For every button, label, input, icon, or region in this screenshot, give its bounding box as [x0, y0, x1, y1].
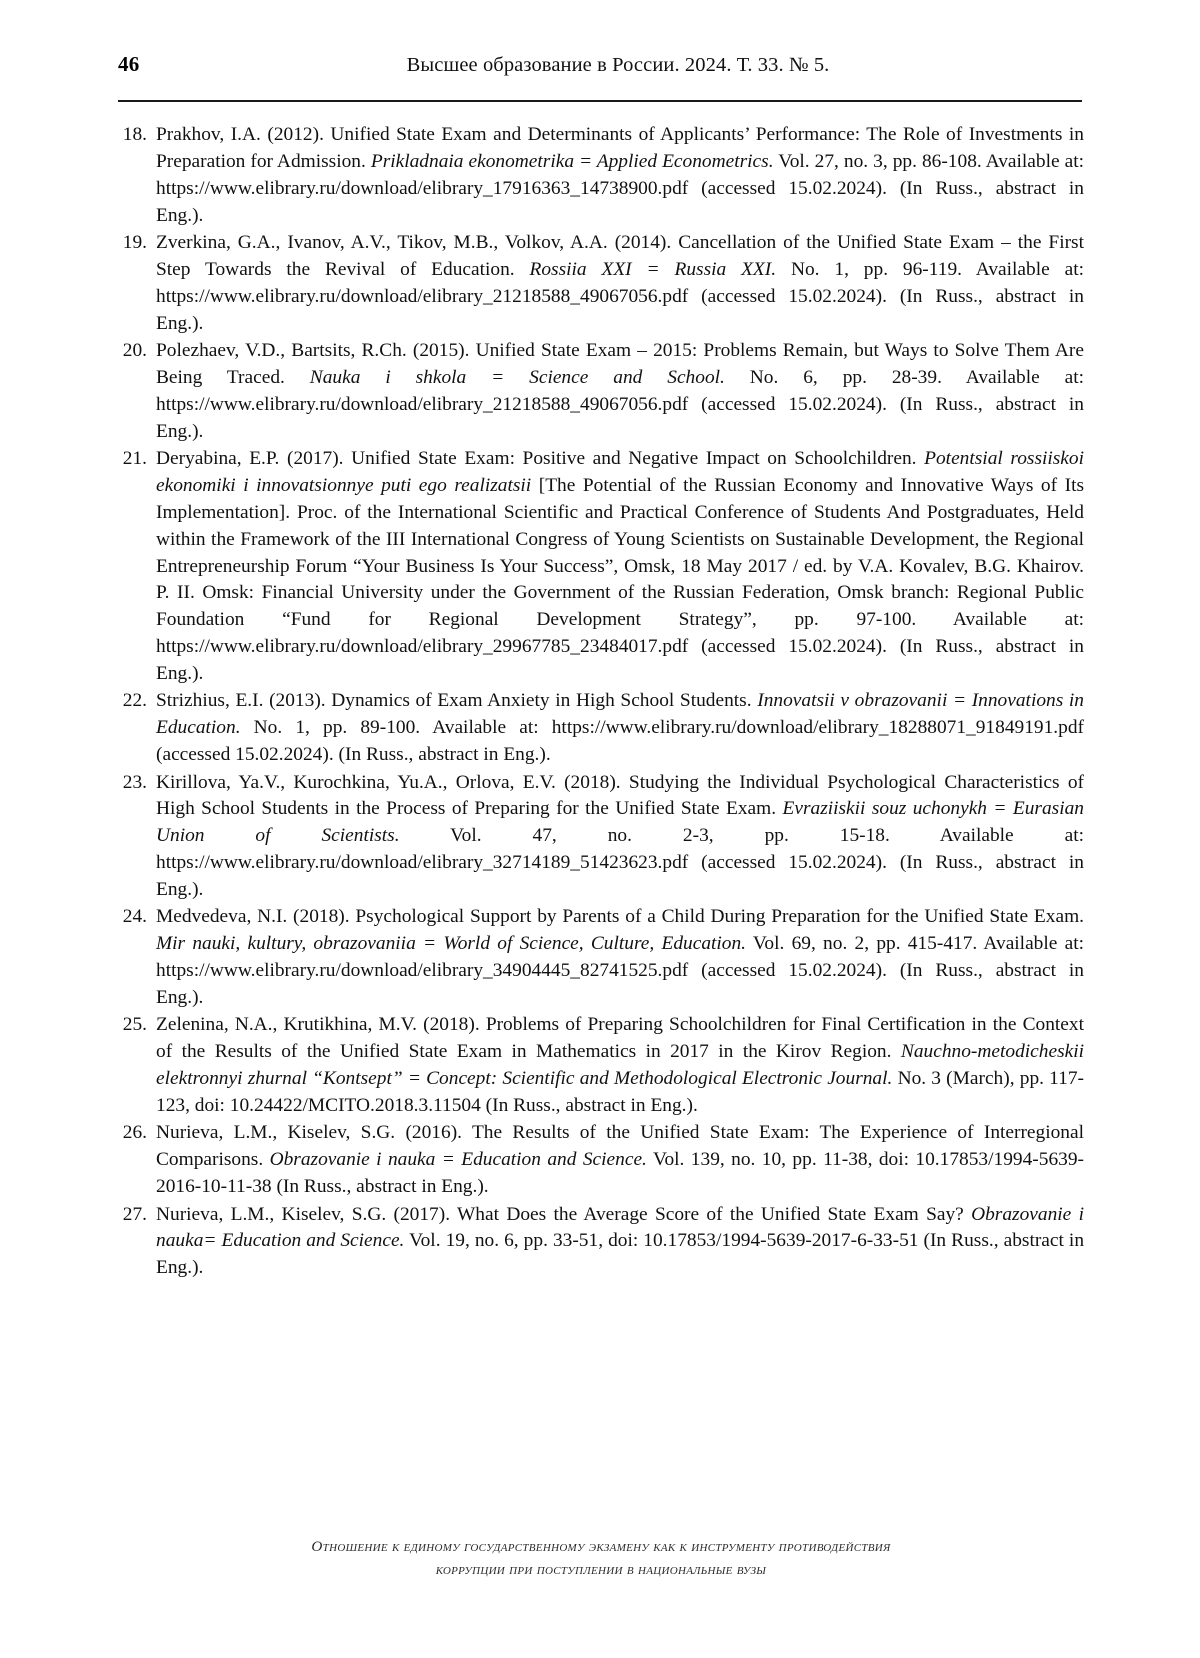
reference-text-segment: Vol. 27, no. 3, pp. 86-108. Available at: https://www.elibrary.ru/download/elibrary_17916363_14738900.pdf (accessed 15.02.2024). (In Russ., abstract in Eng.). [156, 150, 1084, 226]
reference-text-segment: Zverkina, G.A., Ivanov, A.V., Tikov, M.B., Volkov, A.A. (2014). Cancellation of the Unified State Exam – the First Step Towards the Revival of Education. [156, 232, 1084, 280]
reference-number: 23. [122, 771, 147, 793]
reference-source-title: Nauka i shkola = Science and School. [309, 366, 725, 388]
reference-text-segment: No. 1, pp. 96-119. Available at: https://www.elibrary.ru/download/elibrary_21218588_49067056.pdf (accessed 15.02.2024). (In Russ., abstract in Eng.). [156, 258, 1084, 334]
reference-text [156, 688, 1084, 769]
journal-running-title: Высшее образование в России. 2024. Т. 33. № 5. [406, 54, 830, 76]
reference-text-segment: Nurieva, L.M., Kiselev, S.G. (2016). The Results of the Unified State Exam: The Experience of Interregional Comparisons. [156, 1122, 1084, 1171]
reference-text [156, 122, 1084, 230]
reference-text-segment: No. 6, pp. 28-39. Available at: https://www.elibrary.ru/download/elibrary_21218588_49067056.pdf (accessed 15.02.2024). (In Russ., abstract in Eng.). [156, 366, 1084, 442]
reference-source-title: Mir nauki, kultury, obrazovaniia = World of Science, Culture, Education. [156, 933, 747, 955]
reference-number: 25. [122, 1014, 147, 1036]
reference-item [118, 1120, 1084, 1201]
reference-text-segment: Vol. 69, no. 2, pp. 415-417. Available at: https://www.elibrary.ru/download/elibrary_34904445_82741525.pdf (accessed 15.02.2024). (In Russ., abstract in Eng.). [156, 933, 1084, 1008]
reference-text-segment: No. 1, pp. 89-100. Available at: https://www.elibrary.ru/download/elibrary_18288071_91849191.pdf (accessed 15.02.2024). (In Russ., abstract in Eng.). [156, 717, 1084, 766]
page-number: 46 [118, 52, 140, 76]
reference-text [156, 446, 1084, 688]
reference-text-segment: Vol. 19, no. 6, pp. 33-51, doi: 10.17853/1994-5639-2017-6-33-51 (In Russ., abstract in Eng.). [156, 1230, 1085, 1279]
reference-item [118, 1202, 1084, 1283]
reference-text [156, 770, 1084, 904]
reference-item [118, 230, 1084, 338]
footer-line-2: коррупции при поступлении в национальные вузы [435, 1561, 767, 1579]
reference-text [156, 1120, 1084, 1201]
reference-number: 26. [122, 1122, 147, 1144]
reference-number: 21. [122, 448, 147, 469]
page-footer [118, 1535, 1084, 1582]
reference-item [118, 446, 1084, 688]
reference-text [156, 230, 1084, 338]
header-divider [118, 100, 1082, 102]
reference-text [156, 904, 1084, 1012]
reference-text-segment: Nurieva, L.M., Kiselev, S.G. (2017). What Does the Average Score of the Unified State Exam Say? [156, 1203, 972, 1225]
reference-list [118, 122, 1084, 1283]
reference-item [118, 688, 1084, 769]
reference-number: 27. [122, 1203, 147, 1225]
footer-line-1: Отношение к единому государственному экзамену как к инструменту противодействия [311, 1537, 891, 1555]
reference-text-segment: Zelenina, N.A., Krutikhina, M.V. (2018). Problems of Preparing Schoolchildren for Final Certification in the Context of the Results of the Unified State Exam in Mathematics in 2017 in the Kirov Region. [156, 1014, 1084, 1063]
reference-item [118, 338, 1084, 446]
reference-text-segment: Prakhov, I.A. (2012). Unified State Exam and Determinants of Applicants’ Performance: The Role of Investments in Preparation for Admission. [156, 124, 1084, 172]
reference-text-segment: Medvedeva, N.I. (2018). Psychological Support by Parents of a Child During Preparation for the Unified State Exam. [156, 906, 1084, 928]
reference-number: 19. [122, 232, 147, 253]
reference-source-title: Obrazovanie i nauka= Education and Science. [156, 1203, 1084, 1252]
reference-item [118, 1012, 1084, 1120]
reference-text [156, 1202, 1084, 1283]
reference-source-title: Rossiia XXI = Russia XXI. [529, 258, 777, 280]
reference-number: 20. [122, 340, 147, 361]
reference-number: 24. [122, 906, 147, 928]
reference-text-segment: Polezhaev, V.D., Bartsits, R.Ch. (2015). Unified State Exam – 2015: Problems Remain, but Ways to Solve Them Are Being Traced. [156, 340, 1084, 388]
reference-text-segment: [The Potential of the Russian Economy and Innovative Ways of Its Implementation]. Proc. of the International Scientific and Practical Conference of Students And Postgraduates, Held within the Framework of the III International Congress of Young Scientists on Sustainable Development, the Regional Entrepreneurship Forum “Your Business Is Your Success”, Omsk, 18 May 2017 / ed. by V.A. Kovalev, B.G. Khairov. P. II. Omsk: Financial University under the Government of the Russian Federation, Omsk branch: Regional Public Foundation “Fund for Regional Development Strategy”, pp. 97-100. Available at: https://www.elibrary.ru/download/elibrary_29967785_23484017.pdf (accessed 15.02.2024). (In Russ., abstract in Eng.). [156, 474, 1085, 684]
reference-text-segment: No. 3 (March), pp. 117-123, doi: 10.24422/MCITO.2018.3.11504 (In Russ., abstract in Eng.). [156, 1068, 1084, 1116]
reference-text-segment: Vol. 139, no. 10, pp. 11-38, doi: 10.17853/1994-5639-2016-10-11-38 (In Russ., abstract in Eng.). [156, 1149, 1084, 1198]
reference-number: 18. [122, 124, 147, 145]
reference-number: 22. [122, 690, 147, 712]
reference-text-segment: Kirillova, Ya.V., Kurochkina, Yu.A., Orlova, E.V. (2018). Studying the Individual Psychological Characteristics of High School Students in the Process of Preparing for the Unified State Exam. [156, 771, 1084, 820]
reference-source-title: Obrazovanie i nauka = Education and Science. [269, 1149, 647, 1171]
page-header [118, 52, 1088, 77]
reference-text-segment: Vol. 47, no. 2-3, pp. 15-18. Available at: https://www.elibrary.ru/download/elibrary_32714189_51423623.pdf (accessed 15.02.2024). (In Russ., abstract in Eng.). [156, 825, 1084, 900]
reference-text-segment: Deryabina, E.P. (2017). Unified State Exam: Positive and Negative Impact on Schoolchildren. [156, 448, 925, 469]
reference-text [156, 338, 1084, 446]
reference-source-title: Prikladnaia ekonometrika = Applied Econometrics. [370, 150, 774, 172]
reference-item [118, 770, 1084, 904]
reference-item [118, 122, 1084, 230]
reference-source-title: Evraziiskii souz uchonykh = Eurasian Union of Scientists. [156, 798, 1084, 847]
reference-item [118, 904, 1084, 1012]
reference-source-title: Innovatsii v obrazovanii = Innovations in Education. [156, 690, 1084, 739]
reference-source-title: Potentsial rossiiskoi ekonomiki i innovatsionnye puti ego realizatsii [156, 448, 1085, 496]
reference-text-segment: Strizhius, E.I. (2013). Dynamics of Exam Anxiety in High School Students. [156, 690, 758, 712]
reference-text [156, 1012, 1084, 1120]
reference-source-title: Nauchno-metodicheskii elektronnyi zhurnal “Kontsept” = Concept: Scientific and Methodological Electronic Journal. [156, 1041, 1084, 1090]
